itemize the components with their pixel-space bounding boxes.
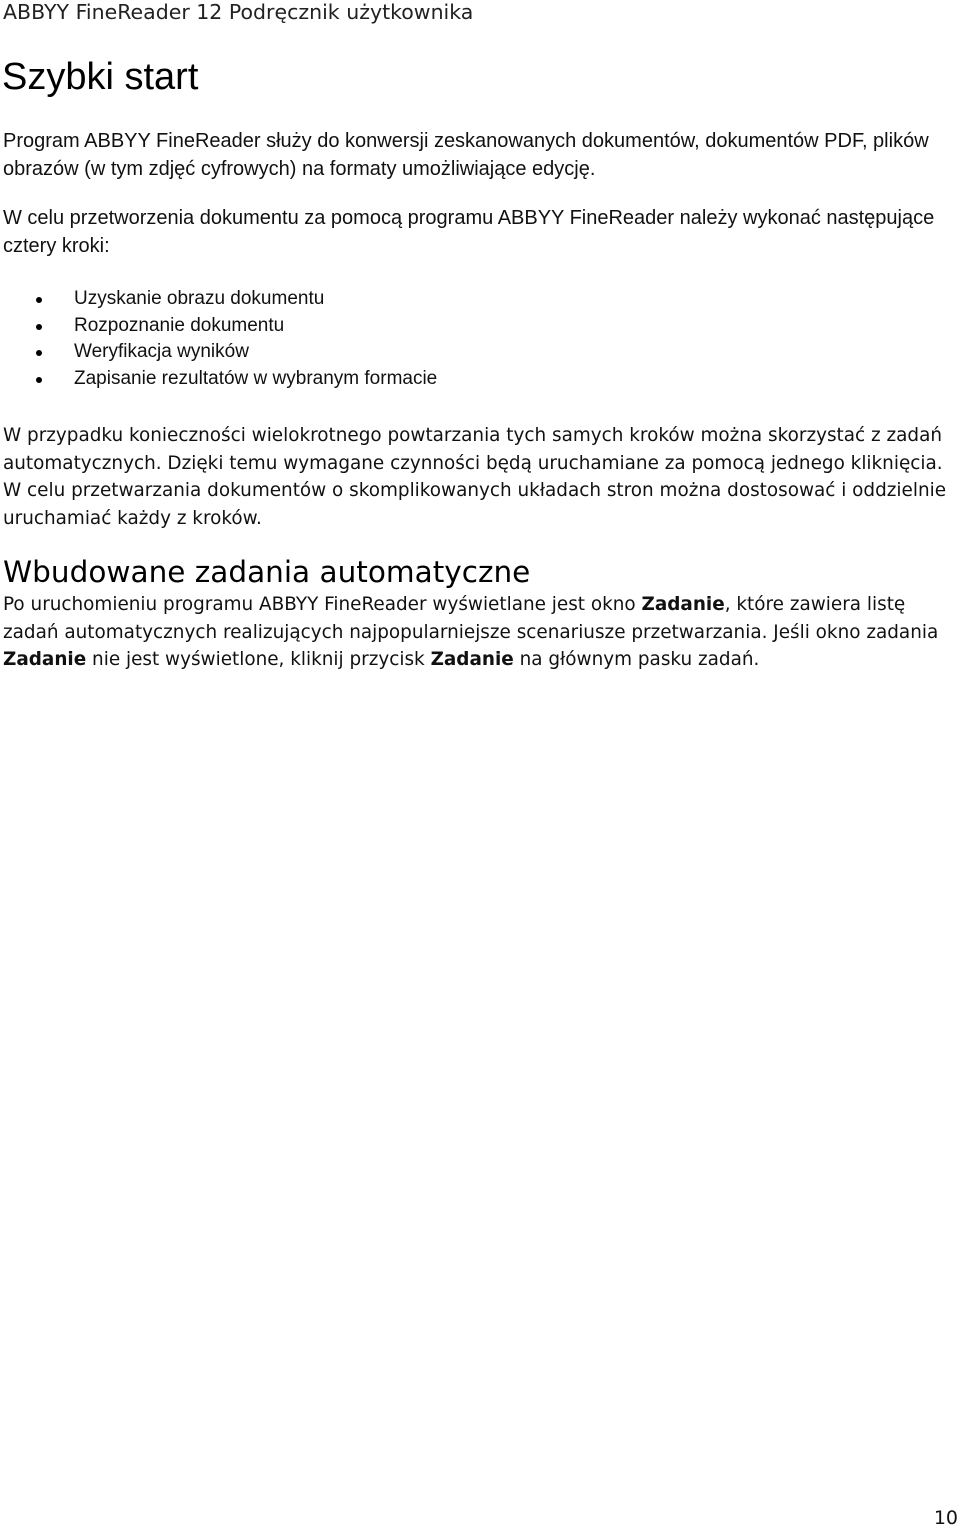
steps-intro-paragraph: W celu przetworzenia dokumentu za pomocą programu ABBYY FineReader należy wykonać następujące cztery kroki: bbox=[3, 207, 935, 257]
text-run: , które zawiera listę zadań automatycznych realizujących najpopularniejsze scenariusze przetwarzania. Jeśli okno zadania bbox=[3, 594, 939, 643]
task-button-name: Zadanie bbox=[430, 649, 514, 670]
page-number: 10 bbox=[933, 1507, 958, 1529]
text-run: na głównym pasku zadań. bbox=[513, 649, 760, 670]
list-item bbox=[0, 286, 437, 313]
bullet-icon bbox=[36, 297, 42, 303]
section-title: Wbudowane zadania automatyczne bbox=[3, 555, 531, 589]
bullet-icon bbox=[36, 350, 42, 356]
steps-list bbox=[0, 286, 437, 392]
step-label: Uzyskanie obrazu dokumentu bbox=[74, 288, 325, 309]
text-run: nie jest wyświetlone, kliknij przycisk bbox=[86, 649, 431, 670]
list-item bbox=[0, 339, 437, 366]
list-item bbox=[0, 313, 437, 340]
intro-paragraph: Program ABBYY FineReader służy do konwersji zeskanowanych dokumentów, dokumentów PDF, plików obrazów (w tym zdjęć cyfrowych) na formaty umożliwiające edycję. bbox=[3, 130, 929, 180]
task-window-name: Zadanie bbox=[641, 594, 725, 615]
bullet-icon bbox=[36, 377, 42, 383]
running-header: ABBYY FineReader 12 Podręcznik użytkownika bbox=[3, 0, 474, 24]
bullet-icon bbox=[36, 324, 42, 330]
tasks-paragraph bbox=[3, 591, 960, 674]
step-label: Weryfikacja wyników bbox=[74, 341, 249, 363]
task-window-name: Zadanie bbox=[3, 649, 87, 670]
page-title: Szybki start bbox=[2, 56, 199, 98]
step-label: Zapisanie rezultatów w wybranym formacie bbox=[74, 367, 438, 389]
step-label: Rozpoznanie dokumentu bbox=[74, 314, 285, 336]
list-item bbox=[0, 366, 437, 393]
automation-paragraph: W przypadku konieczności wielokrotnego powtarzania tych samych kroków można skorzystać z zadań automatycznych. Dzięki temu wymagane czynności będą uruchamiane za pomocą jednego kliknięcia. W celu przetwarzania dokumentów o skomplikowanych układach stron można dostosować i oddzielnie uruchamiać każdy z kroków. bbox=[3, 425, 947, 529]
text-run: Po uruchomieniu programu ABBYY FineReader wyświetlane jest okno bbox=[3, 594, 642, 615]
